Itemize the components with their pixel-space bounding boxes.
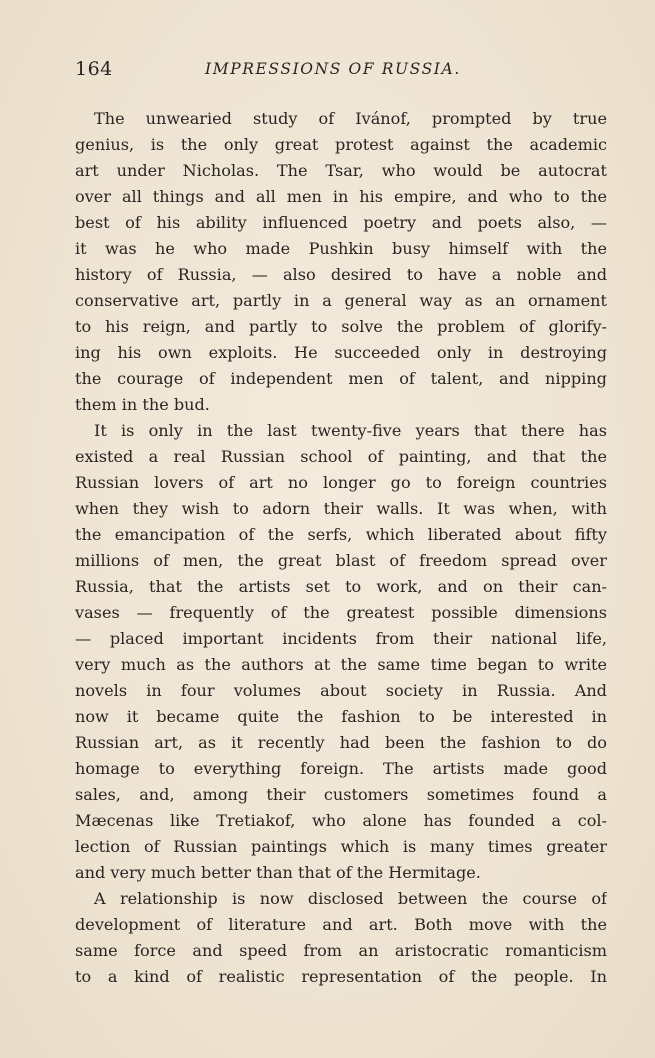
text-line: to a kind of realistic representation of the people. In (75, 967, 607, 986)
running-head (75, 58, 607, 86)
text-line: very much as the authors at the same time began to write (75, 655, 607, 674)
text-line: the courage of independent men of talent, and nipping (75, 369, 607, 388)
text-line: sales, and, among their customers sometimes found a (75, 785, 607, 804)
paragraph-3 (75, 886, 607, 990)
text-line: millions of men, the great blast of freedom spread over (75, 551, 607, 570)
text-line: them in the bud. (75, 395, 210, 414)
text-line: ing his own exploits. He succeeded only in destroying (75, 343, 607, 362)
text-line: The unwearied study of Ivánof, prompted by true (94, 109, 607, 128)
text-line: vases — frequently of the greatest possible dimensions (75, 603, 607, 622)
text-line: to his reign, and partly to solve the problem of glorify- (75, 317, 607, 336)
text-line: homage to everything foreign. The artists made good (75, 759, 607, 778)
text-line: the emancipation of the serfs, which liberated about fifty (75, 525, 607, 544)
running-title: IMPRESSIONS OF RUSSIA. (205, 60, 461, 78)
text-line: Russian lovers of art no longer go to foreign countries (75, 473, 607, 492)
text-line: Russian art, as it recently had been the fashion to do (75, 733, 607, 752)
text-line: when they wish to adorn their walls. It was when, with (75, 499, 607, 518)
paragraph-2 (75, 418, 607, 886)
text-line: best of his ability influenced poetry and poets also, — (75, 213, 607, 232)
text-line: now it became quite the fashion to be interested in (75, 707, 607, 726)
text-line: Russia, that the artists set to work, and on their can- (75, 577, 607, 596)
body-text (75, 106, 607, 990)
text-line: history of Russia, — also desired to have a noble and (75, 265, 607, 284)
text-line: over all things and all men in his empire, and who to the (75, 187, 607, 206)
text-line: genius, is the only great protest against the academic (75, 135, 607, 154)
text-line: it was he who made Pushkin busy himself with the (75, 239, 607, 258)
page-number: 164 (75, 58, 113, 80)
text-line: existed a real Russian school of painting, and that the (75, 447, 607, 466)
text-line: A relationship is now disclosed between the course of (94, 889, 607, 908)
text-line: It is only in the last twenty-five years that there has (94, 421, 607, 440)
text-line: conservative art, partly in a general way as an ornament (75, 291, 607, 310)
paragraph-1 (75, 106, 607, 418)
text-line: and very much better than that of the Hermitage. (75, 863, 481, 882)
text-line: art under Nicholas. The Tsar, who would be autocrat (75, 161, 607, 180)
text-line: development of literature and art. Both move with the (75, 915, 607, 934)
text-line: novels in four volumes about society in Russia. And (75, 681, 607, 700)
text-line: Mæcenas like Tretiakof, who alone has founded a col- (75, 811, 607, 830)
text-line: lection of Russian paintings which is many times greater (75, 837, 607, 856)
text-line: — placed important incidents from their national life, (75, 629, 607, 648)
text-line: same force and speed from an aristocratic romanticism (75, 941, 607, 960)
